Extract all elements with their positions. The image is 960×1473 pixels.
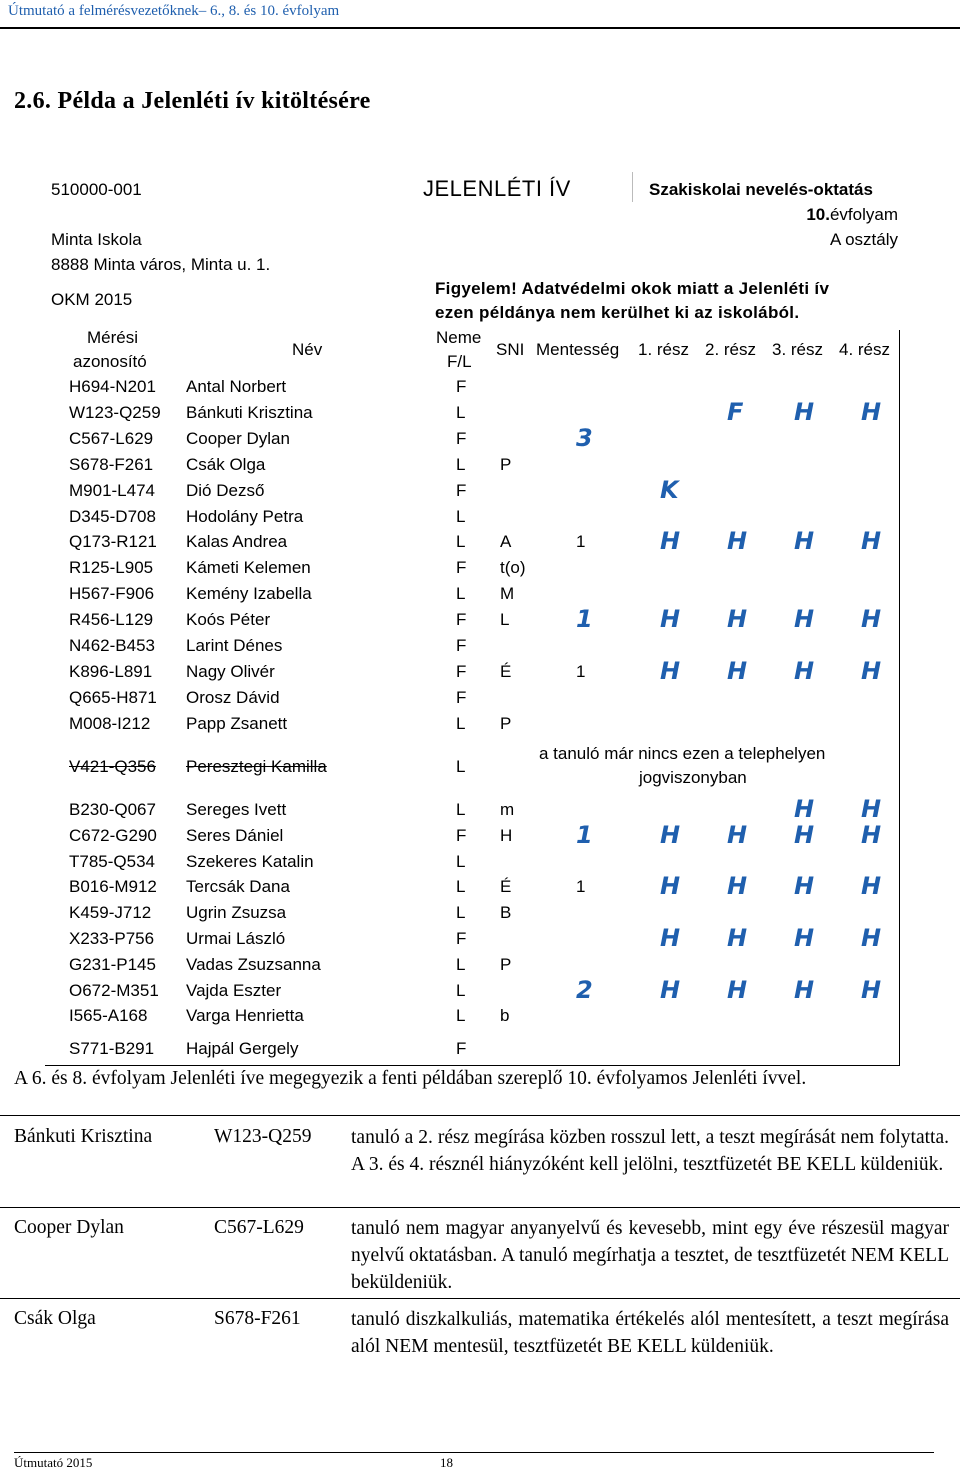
row-name: Hodolány Petra	[186, 506, 304, 526]
col-header-sex-1: Neme	[436, 328, 482, 347]
row-name: Csák Olga	[186, 454, 266, 474]
grade	[806, 205, 898, 225]
example-rule-2	[0, 1207, 960, 1208]
row-part4: H	[861, 397, 882, 426]
row-part2: H	[727, 605, 748, 634]
row-id: C567-L629	[69, 428, 154, 448]
row-sex: F	[456, 661, 467, 681]
row-id: N462-B453	[69, 636, 156, 655]
row-part3: H	[794, 527, 815, 556]
struck-row-sex: L	[456, 757, 466, 776]
section-title: 2.6. Példa a Jelenléti ív kitöltésére	[14, 88, 371, 114]
row-id: X233-P756	[69, 929, 155, 948]
row-part1: K	[660, 475, 679, 504]
row-sni: É	[500, 661, 512, 681]
row-id: W123-Q259	[69, 402, 161, 422]
example-3-code: S678-F261	[214, 1308, 301, 1329]
row-exemption: 2	[576, 975, 593, 1004]
col-header-sni: SNI	[496, 340, 525, 359]
row-sex: L	[456, 980, 466, 1000]
row-name: Vadas Zsuzsanna	[186, 954, 321, 974]
row-part4: H	[861, 924, 882, 952]
col-header-part3: 3. rész	[772, 340, 824, 359]
row-part3: H	[794, 820, 815, 849]
school-code: 510000-001	[51, 180, 142, 199]
class-name: A osztály	[829, 230, 898, 249]
row-part4: H	[861, 656, 882, 685]
row-sex: F	[456, 636, 467, 655]
row-name: Cooper Dylan	[186, 428, 290, 448]
row-exemption: 1	[576, 877, 586, 897]
row-part3: H	[794, 924, 815, 952]
row-part1: H	[660, 872, 681, 901]
row-sex: L	[456, 954, 466, 974]
col-header-part4: 4. rész	[839, 340, 891, 359]
row-id: Q173-R121	[69, 532, 157, 552]
row-part2: H	[727, 924, 748, 952]
row-sex: F	[456, 929, 467, 948]
col-header-id-2: azonosító	[73, 352, 147, 371]
row-id: G231-P145	[69, 954, 156, 974]
row-part1: H	[660, 820, 681, 849]
struck-row-note-1: a tanuló már nincs ezen a telephelyen	[539, 744, 826, 763]
last-row-name: Hajpál Gergely	[186, 1039, 299, 1058]
col-header-part2: 2. rész	[705, 340, 757, 359]
running-header: Útmutató a felmérésvezetőknek– 6., 8. és 10. évfolyam	[8, 3, 340, 19]
example-rule-1	[0, 1115, 960, 1116]
struck-row-id: V421-Q356	[69, 757, 156, 776]
col-header-exemption: Mentesség	[536, 340, 620, 359]
row-name: Seres Dániel	[186, 825, 284, 845]
row-part3: H	[794, 397, 815, 426]
row-sni: L	[500, 610, 510, 630]
row-part2: H	[727, 975, 748, 1004]
row-name: Nagy Olivér	[186, 661, 275, 681]
row-id: C672-G290	[69, 825, 157, 845]
col-header-sex-2: F/L	[447, 352, 472, 371]
row-sex: F	[456, 610, 467, 630]
example-3-name: Csák Olga	[14, 1308, 96, 1329]
row-part3: H	[794, 605, 815, 634]
row-part2: H	[727, 656, 748, 685]
last-row-sex: F	[456, 1039, 467, 1058]
row-sni: t(o)	[500, 558, 526, 578]
row-sni: m	[500, 800, 515, 819]
row-id: B016-M912	[69, 877, 157, 897]
row-id: K459-J712	[69, 903, 152, 923]
row-id: R125-L905	[69, 558, 154, 578]
row-part1: H	[660, 656, 681, 685]
example-1-desc: tanuló a 2. rész megírása közben rosszul lett, a teszt megírását nem folytatta. A 3. és 4. résznél hiányzóként kell jelölni, tesztfüzetét BE KELL küldeniük.	[351, 1127, 949, 1175]
row-id: K896-L891	[69, 661, 153, 681]
row-sni: É	[500, 877, 512, 897]
row-name: Koós Péter	[186, 610, 271, 630]
row-sex: L	[456, 800, 466, 819]
row-part4: H	[861, 975, 882, 1004]
school-address: 8888 Minta város, Minta u. 1.	[51, 255, 271, 274]
row-part4: H	[861, 605, 882, 634]
school-type: Szakiskolai nevelés-oktatás	[649, 180, 873, 199]
row-id: H694-N201	[69, 377, 156, 396]
row-name: Bánkuti Krisztina	[186, 402, 313, 422]
row-sex: L	[456, 454, 466, 474]
row-part4: H	[861, 795, 882, 823]
row-sex: L	[456, 402, 466, 422]
row-sex: F	[456, 480, 467, 500]
row-name: Kámeti Kelemen	[186, 558, 311, 578]
last-row-id: S771-B291	[69, 1039, 155, 1058]
row-part3: H	[794, 795, 815, 823]
row-name: Ugrin Zsuzsa	[186, 903, 287, 923]
row-sex: F	[456, 428, 467, 448]
row-part4: H	[861, 872, 882, 901]
row-part2: F	[727, 397, 744, 426]
row-sni: H	[500, 825, 513, 845]
example-3-desc: tanuló diszkalkuliás, matematika értékelés alól mentesített, a teszt megírása alól NEM mentesül, tesztfüzetét BE KELL küldeniük.	[351, 1309, 949, 1357]
row-exemption: 3	[576, 423, 593, 452]
row-id: B230-Q067	[69, 800, 156, 819]
row-part1: H	[660, 605, 681, 634]
row-name: Szekeres Katalin	[186, 851, 314, 871]
row-sni: b	[500, 1006, 510, 1026]
grade-word: évfolyam	[829, 205, 898, 224]
footer-title: Útmutató 2015	[14, 1455, 93, 1470]
row-id: T785-Q534	[69, 851, 155, 871]
row-exemption: 1	[576, 820, 593, 849]
row-sex: L	[456, 877, 466, 897]
row-part1: H	[660, 975, 681, 1004]
example-2-name: Cooper Dylan	[14, 1217, 124, 1238]
example-1-code: W123-Q259	[214, 1126, 312, 1147]
row-part1: H	[660, 924, 681, 952]
row-part2: H	[727, 820, 748, 849]
row-name: Varga Henrietta	[186, 1006, 304, 1026]
row-exemption: 1	[576, 605, 593, 634]
row-id: D345-D708	[69, 506, 156, 526]
row-part3: H	[794, 975, 815, 1004]
page-number: 18	[440, 1455, 453, 1470]
row-sex: L	[456, 851, 466, 871]
row-name: Vajda Eszter	[186, 980, 282, 1000]
col-header-id-1: Mérési	[87, 328, 139, 347]
row-sex: L	[456, 713, 466, 733]
row-name: Papp Zsanett	[186, 713, 288, 733]
title-separator	[632, 172, 633, 202]
row-sex: L	[456, 903, 466, 923]
form-frame-right	[899, 330, 900, 1065]
row-name: Kalas Andrea	[186, 532, 288, 552]
row-part4: H	[861, 527, 882, 556]
col-header-name: Név	[292, 340, 323, 359]
row-id: R456-L129	[69, 610, 154, 630]
row-sex: F	[456, 825, 467, 845]
row-sni: M	[500, 584, 515, 604]
row-sni: A	[500, 532, 512, 552]
form-title: JELENLÉTI ÍV	[423, 176, 571, 201]
row-sni: P	[500, 713, 512, 733]
row-id: M901-L474	[69, 480, 156, 500]
row-part3: H	[794, 656, 815, 685]
row-part3: H	[794, 872, 815, 901]
row-sex: L	[456, 532, 466, 552]
warning-line-2: ezen példánya nem kerülhet ki az iskolából.	[435, 303, 800, 322]
grade-number: 10.	[806, 205, 830, 224]
row-name: Kemény Izabella	[186, 584, 312, 604]
row-id: M008-I212	[69, 713, 151, 733]
example-rule-3	[0, 1298, 960, 1299]
struck-row-name: Peresztegi Kamilla	[186, 757, 327, 776]
row-id: O672-M351	[69, 980, 159, 1000]
example-2-code: C567-L629	[214, 1217, 304, 1238]
okm-label: OKM 2015	[51, 290, 133, 309]
row-part1: H	[660, 527, 681, 556]
row-name: Orosz Dávid	[186, 687, 280, 707]
row-id: Q665-H871	[69, 687, 157, 707]
row-name: Urmai László	[186, 929, 286, 948]
row-name: Dió Dezső	[186, 480, 265, 500]
row-sni: P	[500, 954, 512, 974]
school-name: Minta Iskola	[51, 230, 142, 249]
row-id: H567-F906	[69, 584, 155, 604]
row-sex: F	[456, 377, 467, 396]
row-part2: H	[727, 527, 748, 556]
col-header-part1: 1. rész	[638, 340, 690, 359]
row-name: Sereges Ivett	[186, 800, 287, 819]
row-id: S678-F261	[69, 454, 154, 474]
row-exemption: 1	[576, 532, 586, 552]
note-text: A 6. és 8. évfolyam Jelenléti íve megegyezik a fenti példában szereplő 10. évfolyamos Jelenléti ívvel.	[14, 1068, 807, 1089]
row-sex: L	[456, 584, 466, 604]
row-sni: B	[500, 903, 512, 923]
row-sex: F	[456, 687, 467, 707]
row-id: I565-A168	[69, 1006, 148, 1026]
row-name: Tercsák Dana	[186, 877, 290, 897]
row-part4: H	[861, 820, 882, 849]
struck-row-note-2: jogviszonyban	[639, 768, 747, 787]
row-sex: F	[456, 558, 467, 578]
example-2-desc: tanuló nem magyar anyanyelvű és kevesebb, mint egy éve részesül magyar nyelvű oktatásban. A tanuló megírhatja a tesztet, de tesztfüzetét NEM KELL beküldeniük.	[351, 1218, 949, 1293]
row-name: Larint Dénes	[186, 636, 283, 655]
row-name: Antal Norbert	[186, 377, 287, 396]
row-sex: L	[456, 1006, 466, 1026]
footer-rule	[14, 1452, 934, 1453]
row-exemption: 1	[576, 661, 586, 681]
row-sex: L	[456, 506, 466, 526]
warning-line-1: Figyelem! Adatvédelmi okok miatt a Jelenléti ív	[435, 279, 830, 298]
row-sni: P	[500, 454, 512, 474]
row-part2: H	[727, 872, 748, 901]
header-rule	[0, 27, 960, 29]
example-1-name: Bánkuti Krisztina	[14, 1126, 153, 1147]
